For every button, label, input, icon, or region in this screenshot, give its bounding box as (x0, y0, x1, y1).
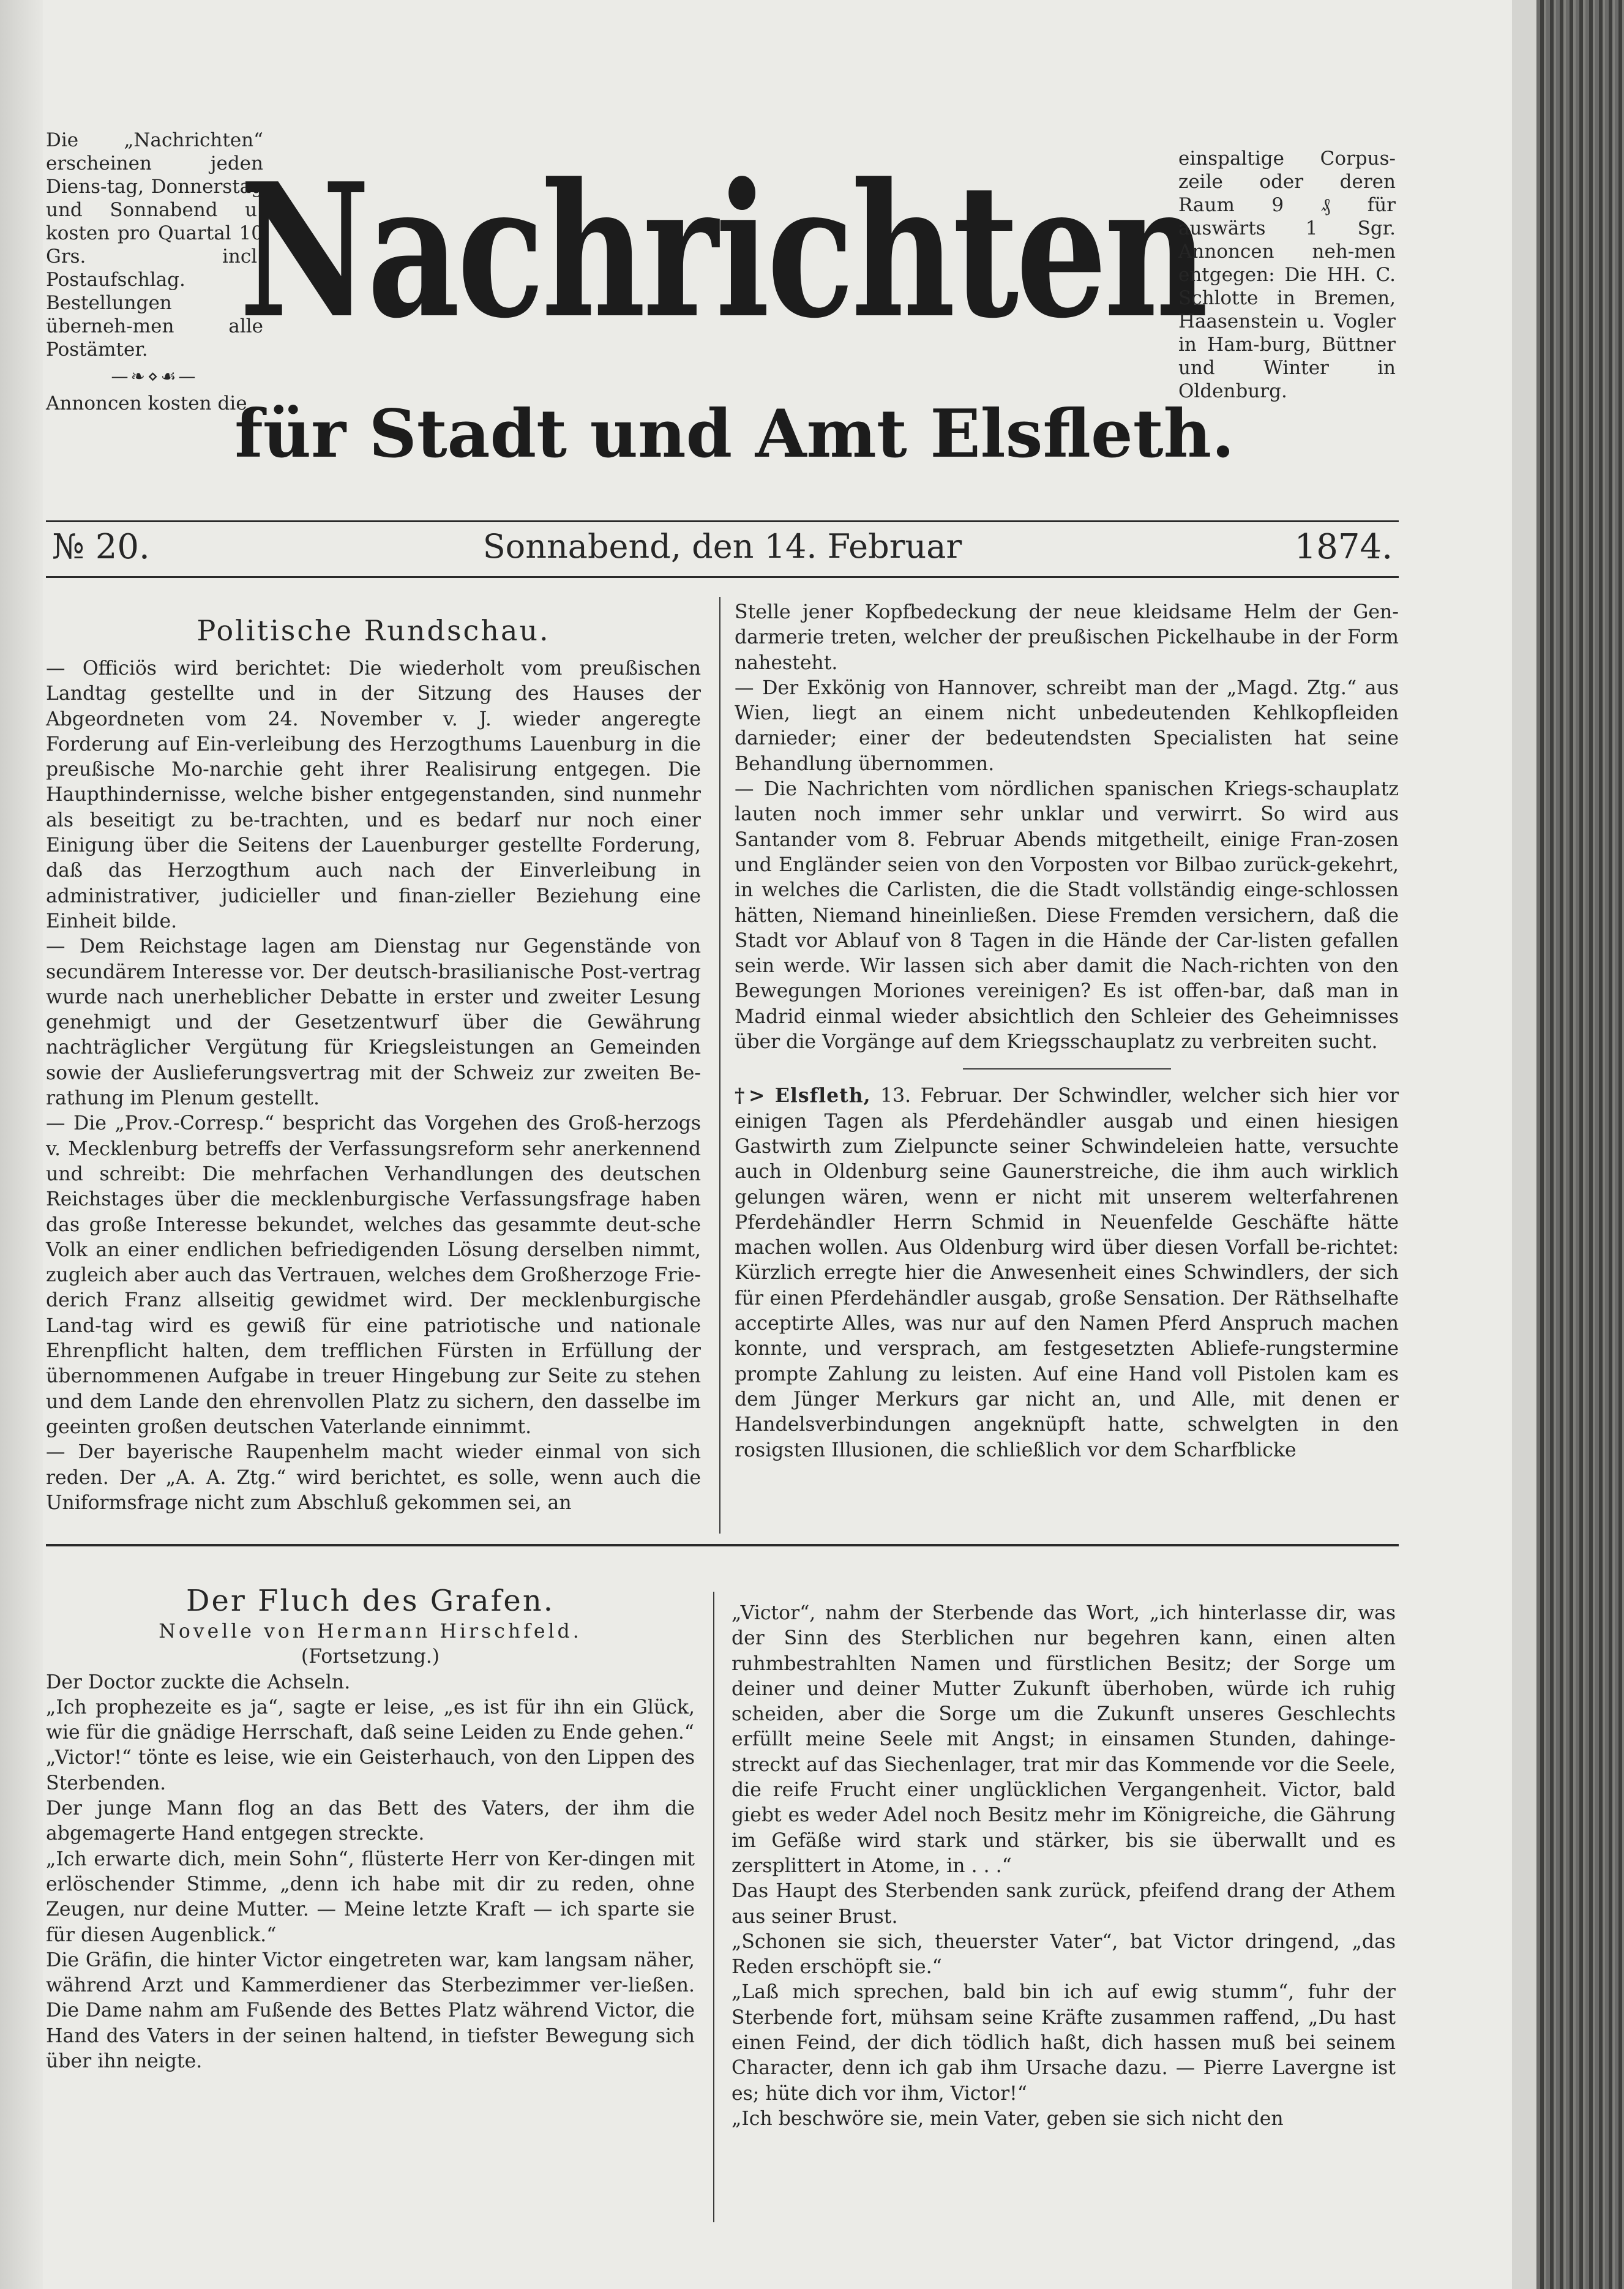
novel-paragraph: Der Doctor zuckte die Achseln. (46, 1671, 351, 1693)
book-binding-edge (1536, 0, 1624, 2289)
feuilleton-rule (46, 1544, 1399, 1546)
novel-paragraph: Die Gräfin, die hinter Victor eingetreten war, kam langsam näher, während Arzt und Kammerdiener das Sterbezimmer ver-ließen. Die Dame nahm am Fußende des Bettes Platz während Victor, die Hand des Vaters in der seinen haltend, in tiefster Bewegung sich über ihn neigte. (46, 1949, 695, 2073)
novel-paragraph: Das Haupt des Sterbenden sank zurück, pfeifend drang der Athem aus seiner Brust. (732, 1880, 1396, 1928)
column-divider (719, 597, 720, 1534)
news-paragraph: — Die Nachrichten vom nördlichen spanischen Kriegs-schauplatz lauten noch immer sehr unklar und verwirrt. So wird aus Santander vom 8. Februar Abends mitgetheilt, einige Fran-zosen und Engländer seien von den Vorposten vor Bilbao zurück-gekehrt, in welches die Carlisten, die die Stadt vollständig einge-schlossen hätten, Niemand hineinließen. Diese Fremden versichern, daß die Stadt vor Ablauf von 8 Tagen in die Hände der Car-listen gefallen sein werde. Wir lassen sich aber damit die Nach-richten von den Bewegungen Moriones vereinigen? Es ist offen-bar, daß man in Madrid einmal wieder absichtlich den Schleier des Geheimnisses über die Vorgänge auf dem Kriegsschauplatz zu verbreiten sucht. (735, 778, 1399, 1054)
advert-agents-text: einspaltige Corpus-zeile oder deren Raum 9 ₰ für auswärts 1 Sgr. Annoncen neh-men entgegen: Die HH. C. Schlotte in Bremen, Haasenstein u. Vogler in Ham-burg, Büttner und Winter in Oldenburg. (1178, 148, 1396, 402)
novel-column-right (732, 1601, 1396, 2132)
novel-paragraph: „Ich prophezeite es ja“, sagte er leise, „es ist für ihn ein Glück, wie für die gnädige Herrschaft, daß seine Leiden zu Ende gehen.“ (46, 1696, 695, 1744)
advert-notice (1178, 147, 1396, 403)
subscription-text: Die „Nachrichten“ erscheinen jeden Diens-tag, Donnerstag und Sonnabend u. kosten pro Quartal 10 Grs. incl. Postaufschlag. Bestellungen überneh-men alle Postämter. (46, 129, 263, 361)
dateline-date: 13. Februar. (880, 1085, 1003, 1107)
news-paragraph: — Dem Reichstage lagen am Dienstag nur Gegenstände von secundärem Interesse vor. Der deutsch-brasilianische Post-vertrag wurde nach unerheblicher Debatte in erster und zweiter Lesung genehmigt und der Gesetzentwurf über die Gewährung nachträglicher Vergütung für Kriegsleistungen an Gemeinden sowie der Auslieferungsvertrag mit der Schweiz zur zweiten Be-rathung im Plenum gestellt. (46, 935, 701, 1110)
page-gutter (0, 0, 43, 2289)
subscription-notice (46, 129, 263, 415)
novel-continuation: (Fortsetzung.) (301, 1646, 440, 1668)
section-heading: Politische Rundschau. (196, 614, 550, 647)
advert-price-text: Annoncen kosten die (46, 392, 247, 414)
novel-column-left (46, 1583, 695, 2074)
issue-year: 1874. (1294, 527, 1393, 567)
local-news-text: Der Schwindler, welcher sich hier vor einigen Tagen als Pferdehändler ausgab und einen hiesigen Gastwirth zum Zielpuncte seiner Schwindeleien hatte, versuchte auch in Oldenburg seine Gaunerstreiche, die ihm auch wirklich gelungen wären, wenn er nicht mit unserem welterfahrenen Pferdehändler Herrn Schmid in Neuenfelde Geschäfte hätte machen wollen. Aus Oldenburg wird über diesen Vorfall be-richtet: Kürzlich erregte hier die Anwesenheit eines Schwindlers, der sich für einen Pferdehändler ausgab, große Sensation. Der Räthselhafte acceptirte Alles, was nur auf den Namen Pferd Anspruch machen konnte, und versprach, am festgesetzten Abliefe-rungstermine prompte Zahlung zu leisten. Auf eine Hand voll Pistolen kam es dem Jünger Merkurs gar nicht an, und Alle, mit denen er Handelsverbindungen angeknüpft hatte, schwelgten in den rosigsten Illusionen, die schließlich vor dem Scharfblicke (735, 1085, 1399, 1461)
dateline-mark: †> (735, 1084, 766, 1107)
section-rule (963, 1068, 1171, 1070)
politics-column (46, 612, 701, 1516)
novel-paragraph: „Victor!“ tönte es leise, wie ein Geisterhauch, von den Lippen des Sterbenden. (46, 1747, 695, 1794)
masthead-subtitle: für Stadt und Amt Elsfleth. (234, 395, 1235, 473)
dateline-place: Elsfleth, (774, 1084, 871, 1107)
column-divider (713, 1592, 714, 2222)
page-edge (1512, 0, 1536, 2289)
news-paragraph: — Die „Prov.-Corresp.“ bespricht das Vorgehen des Groß-herzogs v. Mecklenburg betreffs der Verfassungsreform sehr anerkennend und schreibt: Die mehrfachen Verhandlungen des deutschen Reichstages über die mecklenburgische Verfassungsfrage haben das große Interesse bekundet, welches das gesammte deut-sche Volk an einer endlichen befriedigenden Lösung derselben nimmt, zugleich aber auch das Vertrauen, welches dem Großherzoge Frie-derich Franz allseitig gewidmet wird. Der mecklenburgische Land-tag wird es gewiß für eine patriotische und nationale Ehrenpflicht halten, dem trefflichen Fürsten in Erfüllung der übernommenen Aufgabe in treuer Hingebung zur Seite zu stehen und dem Lande den ehrenvollen Platz zu sichern, den dasselbe im geeinten großen deutschen Vaterlande einnimmt. (46, 1112, 701, 1438)
news-column-right (735, 600, 1399, 1463)
novel-paragraph: Der junge Mann flog an das Bett des Vaters, der ihm die abgemagerte Hand entgegen streckte. (46, 1797, 695, 1845)
news-paragraph: — Der bayerische Raupenhelm macht wieder einmal von sich reden. Der „A. A. Ztg.“ wird berichtet, es solle, wenn auch die Uniformsfrage nicht zum Abschluß gekommen sei, an (46, 1441, 701, 1514)
news-paragraph: Stelle jener Kopfbedeckung der neue kleidsame Helm der Gen-darmerie treten, welcher der preußischen Pickelhaube in der Form nahesteht. (735, 601, 1399, 674)
novel-title: Der Fluch des Grafen. (186, 1584, 555, 1618)
issue-bar (46, 520, 1399, 578)
novel-paragraph: „Ich beschwöre sie, mein Vater, geben sie sich nicht den (732, 2107, 1284, 2130)
flourish-ornament: —❧⋄☙— (111, 366, 198, 386)
issue-number: № 20. (52, 527, 150, 567)
novel-paragraph: „Schonen sie sich, theuerster Vater“, bat Victor dringend, „das Reden erschöpft sie.“ (732, 1930, 1396, 1979)
novel-paragraph: „Laß mich sprechen, bald bin ich auf ewig stumm“, fuhr der Sterbende fort, mühsam seine Kräfte zusammen raffend, „Du hast einen Feind, der dich tödlich haßt, dich hassen muß bei seinem Character, denn ich gab ihm Ursache dazu. — Pierre Lavergne ist es; hüte dich vor ihm, Victor!“ (732, 1981, 1396, 2105)
local-news-paragraph (735, 1083, 1399, 1463)
masthead-title: Nachrichten (239, 143, 1206, 359)
novel-author: Novelle von Hermann Hirschfeld. (159, 1620, 582, 1643)
issue-date: Sonnabend, den 14. Februar (482, 527, 962, 566)
news-paragraph: — Der Exkönig von Hannover, schreibt man der „Magd. Ztg.“ aus Wien, liegt an einem nicht unbedeutenden Kehlkopfleiden darnieder; einer der bedeutendsten Specialisten hat seine Behandlung übernommen. (735, 676, 1399, 775)
novel-paragraph: „Ich erwarte dich, mein Sohn“, flüsterte Herr von Ker-dingen mit erlöschender Stimme, „denn ich habe mit dir zu reden, ohne Zeugen, nur deine Mutter. — Meine letzte Kraft — ich sparte sie für diesen Augenblick.“ (46, 1848, 695, 1946)
novel-paragraph: „Victor“, nahm der Sterbende das Wort, „ich hinterlasse dir, was der Sinn des Sterblichen nur begehren kann, einen alten ruhmbestrahlten Namen und fürstlichen Besitz; der Sorge um deiner und deiner Mutter Zukunft überhoben, würde ich ruhig scheiden, aber die Sorge um die Zukunft unseres Geschlechts erfüllt meine Seele mit Angst; in einsamen Stunden, dahinge-streckt auf das Siechenlager, trat mir das Kommende vor die Seele, die reife Frucht einer unglücklichen Vergangenheit. Victor, bald giebt es weder Adel noch Besitz mehr im Königreiche, die Gährung im Gefäße wird stark und stärker, bis sie überwallt und es zersplittert in Atome, in . . .“ (732, 1602, 1396, 1877)
news-paragraph: — Officiös wird berichtet: Die wiederholt vom preußischen Landtag gestellte und in der Sitzung des Hauses der Abgeordneten vom 24. November v. J. wieder angeregte Forderung auf Ein-verleibung des Herzogthums Lauenburg in die preußische Mo-narchie geht ihrer Realisirung entgegen. Die Haupthindernisse, welche bisher entgegenstanden, sind nunmehr als beseitigt zu be-trachten, und es bedarf nur noch einer Einigung über die Seitens der Lauenburger gestellte Forderung, daß das Herzogthum auch nach der Einverleibung in administrativer, judicieller und finan-zieller Beziehung eine Einheit bilde. (46, 657, 701, 932)
